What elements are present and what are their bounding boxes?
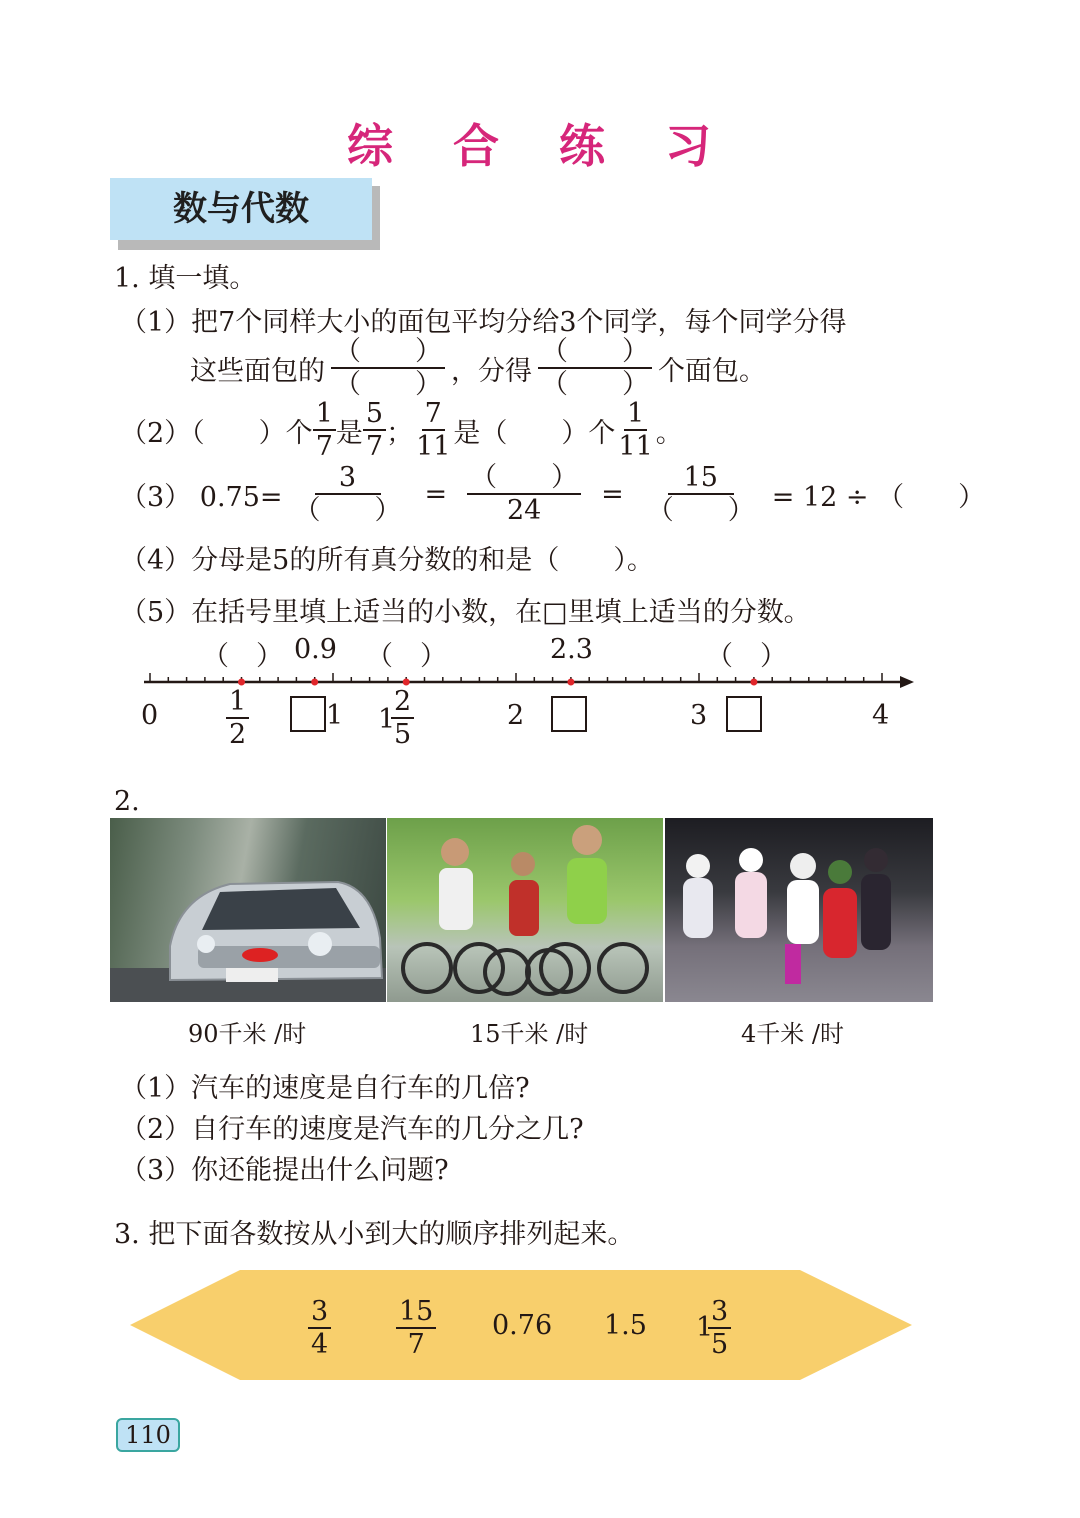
- tick-label-3: 3: [690, 700, 708, 731]
- mixed-whole: 1: [696, 1312, 714, 1343]
- q2-item-3: （3）你还能提出什么问题?: [120, 1155, 449, 1186]
- q1-part2-text-e: 。: [655, 417, 683, 449]
- fraction-15-blank: [644, 464, 758, 524]
- page-number: 110: [116, 1418, 180, 1452]
- q1-part3-text-a: （3） 0.75=: [120, 481, 283, 513]
- numberline-point: [238, 679, 245, 686]
- numerator: 1: [226, 688, 249, 719]
- value-0.76: 0.76: [492, 1310, 553, 1341]
- equals: =: [424, 478, 448, 510]
- walkers-photo: [665, 818, 933, 1002]
- numerator: 2: [391, 688, 414, 719]
- numerator: 3: [315, 464, 381, 495]
- fraction-7-11: [413, 400, 453, 460]
- denominator: 11: [618, 431, 653, 462]
- denominator: 5: [394, 719, 412, 750]
- fraction-5-7: [363, 400, 386, 460]
- blank-numerator: （ ）: [538, 338, 652, 369]
- value-1.5: 1.5: [604, 1310, 647, 1341]
- bike-speed-caption: 15千米 /时: [470, 1020, 589, 1048]
- answer-box[interactable]: [726, 696, 762, 732]
- fraction-1-11: [615, 400, 655, 460]
- fraction-1-2: [226, 688, 249, 748]
- people-icon: [665, 818, 933, 1002]
- fraction-1-7: [313, 400, 336, 460]
- fraction-2-5: [391, 688, 414, 748]
- numberline-label-0.9: 0.9: [294, 634, 337, 665]
- axis-arrow-icon: [900, 676, 914, 688]
- car-photo: [110, 818, 386, 1002]
- q1-part1-text-c: 个面包。: [658, 355, 766, 387]
- numerator: 5: [363, 400, 386, 431]
- fraction-3-4: [308, 1298, 331, 1358]
- q1-part4: （4）分母是5的所有真分数的和是（ ）。: [120, 545, 654, 576]
- section-header: 数与代数: [110, 178, 372, 240]
- q1-part2-text-a: （2）（ ）个: [120, 417, 313, 449]
- numerator: 3: [308, 1298, 331, 1329]
- denominator: 24: [506, 495, 542, 526]
- numberline-point: [311, 679, 318, 686]
- numberline-blank-3: （ ）: [706, 641, 787, 672]
- q1-part3: [120, 464, 985, 524]
- numberline-point: [750, 679, 757, 686]
- q1-part1-line1: （1）把7个同样大小的面包平均分给3个同学，每个同学分得: [120, 307, 847, 338]
- fraction-blank-24: [467, 464, 581, 524]
- q1-part2-text-d: 是（ ）个: [453, 417, 616, 449]
- fraction-15-7: [396, 1298, 436, 1358]
- denominator: 7: [315, 431, 333, 462]
- q2-heading: 2.: [114, 786, 140, 817]
- q3-heading: 3. 把下面各数按从小到大的顺序排列起来。: [114, 1219, 635, 1250]
- number-line-axis: [130, 666, 930, 696]
- tick-label-0: 0: [141, 700, 159, 731]
- numerator: 15: [668, 464, 734, 495]
- q1-part1-line2: [190, 338, 766, 398]
- numerator: 15: [396, 1298, 436, 1329]
- blank-fraction: [538, 338, 652, 398]
- denominator: （ ）: [646, 495, 755, 526]
- q1-part1-text-a: 这些面包的: [190, 355, 325, 387]
- blank-fraction: [331, 338, 445, 398]
- numerator: （ ）: [467, 464, 581, 495]
- numberline-point: [403, 679, 410, 686]
- q2-item-2: （2）自行车的速度是汽车的几分之几?: [120, 1114, 584, 1145]
- equals: =: [601, 478, 624, 510]
- denominator: 7: [407, 1329, 425, 1360]
- denominator: 7: [365, 431, 384, 462]
- walk-speed-caption: 4千米 /时: [741, 1020, 844, 1048]
- q1-part5: （5）在括号里填上适当的小数，在□里填上适当的分数。: [120, 597, 811, 628]
- answer-box[interactable]: [290, 696, 326, 732]
- denominator: 2: [229, 719, 247, 750]
- tick-label-2: 2: [507, 700, 525, 731]
- page-title: 综 合 练 习: [346, 119, 734, 173]
- numerator: 3: [708, 1298, 731, 1329]
- fraction-3-5: [708, 1298, 731, 1358]
- cyclists-photo: [387, 818, 663, 1002]
- numberline-point: [567, 679, 574, 686]
- numberline-blank-2: （ ）: [366, 641, 447, 672]
- tick-label-4: 4: [872, 700, 890, 731]
- q1-part3-end: = 12 ÷ （ ）: [771, 481, 986, 513]
- blank-numerator: （ ）: [331, 338, 445, 369]
- tick-label-1: 1: [326, 700, 344, 731]
- numberline-blank-1: （ ）: [202, 641, 283, 672]
- q1-part2-text-c: ；: [386, 417, 414, 449]
- denominator: 11: [416, 431, 451, 462]
- numerator: 1: [313, 400, 336, 431]
- blank-denominator: （ ）: [541, 369, 649, 400]
- q1-part2-text-b: 是: [335, 417, 363, 449]
- numerator: 1: [624, 400, 647, 431]
- answer-box[interactable]: [551, 696, 587, 732]
- bicycle-icon: [387, 818, 663, 1002]
- fraction-3-blank: [291, 464, 405, 524]
- numerator: 7: [422, 400, 445, 431]
- q1-part2: [120, 400, 683, 460]
- q1-heading: 1. 填一填。: [114, 263, 257, 294]
- mixed-whole: 1: [378, 704, 396, 735]
- car-speed-caption: 90千米 /时: [188, 1020, 307, 1048]
- denominator: 4: [311, 1329, 329, 1360]
- numberline-label-2.3: 2.3: [550, 634, 593, 665]
- q1-part1-text-b: ，分得: [451, 355, 532, 387]
- denominator: （ ）: [293, 495, 402, 526]
- car-icon: [110, 818, 386, 1002]
- denominator: 5: [711, 1329, 729, 1360]
- q2-item-1: （1）汽车的速度是自行车的几倍?: [120, 1073, 530, 1104]
- blank-denominator: （ ）: [334, 369, 442, 400]
